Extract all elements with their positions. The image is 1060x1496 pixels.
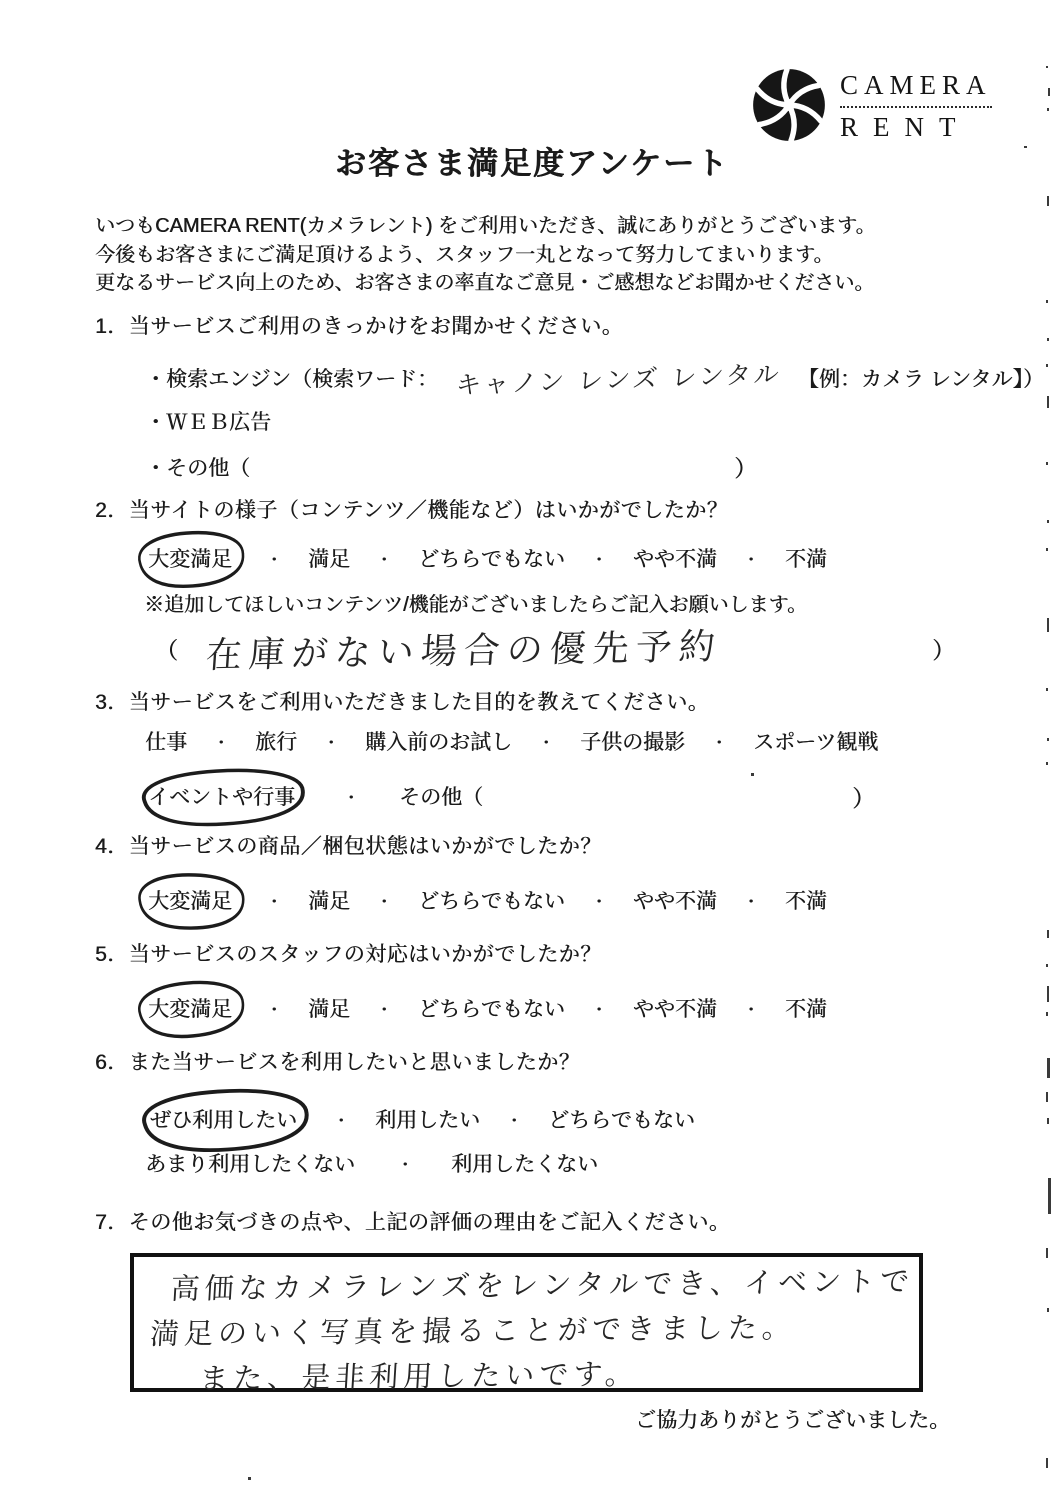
q2-heading: 2．当サイトの様子（コンテンツ／機能など）はいかがでしたか？ (95, 499, 729, 522)
q4-option-very-satisfied-selected (140, 876, 240, 924)
q1-search-keyword-handwritten: キャノン レンズ レンタル (454, 359, 783, 400)
q7-comment-handwritten (146, 1259, 915, 1402)
intro-paragraph (95, 212, 875, 298)
q6-heading: 6．また当サービスを利用したいと思いましたか？ (95, 1051, 581, 1074)
scan-artifact (1046, 1248, 1048, 1258)
scan-artifact (1046, 364, 1048, 367)
q3-option-label: 購入前のお試し (365, 731, 513, 754)
dot-separator: ・ (742, 893, 759, 911)
dot-separator: ・ (590, 551, 607, 569)
q1-option-web-ad (145, 406, 271, 436)
q3-option-event-selected (140, 772, 303, 820)
bullet: ・ (145, 456, 166, 480)
dot-separator: ・ (343, 789, 360, 807)
handdrawn-circle-mark (129, 976, 250, 1043)
q1-web-ad-label: ＷＥＢ広告 (166, 411, 271, 434)
q3-other-close-paren: ） (852, 784, 875, 811)
q2-option-label: やや不満 (632, 548, 717, 571)
scan-artifact (1047, 1308, 1049, 1312)
q4-options-row (140, 876, 827, 924)
scan-artifact (1046, 688, 1048, 691)
q5-option-very-satisfied-selected (140, 984, 240, 1032)
dot-separator: ・ (742, 1001, 759, 1019)
scan-artifact (1046, 66, 1048, 68)
q7-comment-line-2: 満足のいく写真を撮ることができました。 (149, 1310, 798, 1351)
dot-separator: ・ (590, 893, 607, 911)
q7-comment-line-1: 高価なカメラレンズをレンタルでき、イベントで (169, 1263, 916, 1306)
q6-option-label: あまり利用したくない (145, 1153, 355, 1176)
scan-artifact (1046, 462, 1048, 465)
q1-option-other (145, 450, 757, 483)
q5-option-label: やや不満 (632, 998, 717, 1021)
handdrawn-circle-mark (130, 869, 250, 934)
q5-option-label: 満足 (308, 998, 351, 1021)
q2-option-label: どちらでもない (418, 548, 565, 571)
q1-other-close-paren: ） (734, 455, 757, 481)
dot-separator: ・ (266, 1001, 283, 1019)
q2-option-label: 不満 (784, 548, 827, 571)
q3-other-label: その他（ (399, 786, 484, 809)
q2-open-paren: （ (155, 636, 178, 663)
dot-separator: ・ (376, 893, 393, 911)
q1-other-label: その他（ (166, 456, 250, 480)
q7-heading: 7．その他お気づきの点や、上記の評価の理由をご記入ください。 (95, 1211, 731, 1234)
scan-artifact (1046, 964, 1048, 967)
scan-artifact (1047, 930, 1049, 938)
q6-options-row-1 (140, 1092, 695, 1146)
q3-options-row-1 (145, 726, 878, 756)
dot-separator: ・ (397, 1156, 414, 1174)
q2-option-very-satisfied-selected (140, 534, 240, 582)
q4-option-label: 不満 (784, 890, 827, 913)
q6-options-row-2 (145, 1148, 598, 1178)
closing-thanks: ご協力ありがとうございました。 (635, 1409, 950, 1432)
q7-comment-line-3: また、是非利用したいです。 (198, 1356, 641, 1396)
scan-artifact (1047, 108, 1049, 111)
q3-option-label: スポーツ観戦 (753, 731, 879, 754)
dot-separator: ・ (742, 551, 759, 569)
dot-separator: ・ (323, 734, 340, 752)
q3-option-label: 子供の撮影 (580, 731, 686, 754)
q2-option-label: 大変満足 (148, 548, 232, 571)
scan-artifact (1047, 986, 1049, 1002)
dot-separator: ・ (213, 734, 230, 752)
scan-artifact (1046, 1092, 1048, 1102)
dot-separator: ・ (376, 551, 393, 569)
scan-artifact (1046, 300, 1048, 303)
brand-logo (750, 66, 992, 149)
dot-separator: ・ (711, 734, 728, 752)
q3-option-label: 仕事 (145, 731, 187, 754)
q4-heading: 4．当サービスの商品／梱包状態はいかがでしたか？ (95, 835, 602, 858)
scan-artifact (1046, 548, 1048, 551)
q5-heading: 5．当サービスのスタッフの対応はいかがでしたか？ (95, 943, 602, 966)
dot-separator: ・ (333, 1112, 350, 1130)
q1-search-example: 【例：カメラ レンタル】） (797, 368, 1044, 391)
dot-separator: ・ (538, 734, 555, 752)
scan-artifact (248, 1477, 251, 1480)
scan-artifact (1047, 738, 1049, 741)
scan-artifact (1048, 1178, 1051, 1214)
q2-options-row (140, 534, 827, 582)
handdrawn-circle-mark (130, 1084, 317, 1157)
scan-artifact (1047, 618, 1049, 632)
q4-option-label: やや不満 (632, 890, 717, 913)
q4-option-label: どちらでもない (418, 890, 565, 913)
q5-option-label: どちらでもない (418, 998, 565, 1021)
scan-artifact (1047, 1118, 1049, 1124)
intro-line-1: いつもCAMERA RENT(カメラレント) をご利用いただき、誠にありがとうございます。 (95, 215, 876, 237)
handdrawn-circle-mark (130, 764, 313, 831)
bullet: ・ (145, 368, 166, 391)
scan-artifact (1047, 396, 1049, 408)
handdrawn-circle-mark (130, 527, 250, 592)
brand-name-top: CAMERA (840, 70, 992, 108)
q5-option-label: 不満 (784, 998, 827, 1021)
q6-option-definitely-use-selected (140, 1092, 307, 1146)
q2-fillin-handwritten: 在庫がない場合の優先予約 (204, 625, 724, 677)
page-title: お客さま満足度アンケート (335, 146, 730, 181)
scan-artifact (1047, 520, 1049, 523)
dot-separator: ・ (590, 1001, 607, 1019)
q5-options-row (140, 984, 827, 1032)
camera-shutter-icon (750, 66, 828, 149)
q4-option-label: 大変満足 (148, 890, 232, 913)
q2-fillin-row (155, 622, 955, 677)
brand-name (840, 66, 992, 143)
q5-option-label: 大変満足 (148, 998, 232, 1021)
q1-option-search-engine (145, 352, 1044, 404)
brand-name-bottom: RENT (840, 112, 971, 142)
q3-option-label: 旅行 (255, 731, 298, 754)
scan-artifact (1048, 88, 1050, 96)
intro-line-3: 更なるサービス向上のため、お客さまの率直なご意見・ご感想などお聞かせください。 (95, 272, 875, 294)
scan-artifact (1047, 338, 1049, 341)
scan-artifact (1047, 1058, 1050, 1078)
q7-comment-box (130, 1253, 923, 1396)
scan-artifact (1046, 762, 1048, 765)
scan-artifact (1047, 196, 1049, 206)
q2-option-label: 満足 (308, 548, 351, 571)
q6-option-label: どちらでもない (548, 1109, 695, 1132)
scan-artifact (1046, 1012, 1048, 1016)
q2-close-paren: ） (932, 636, 955, 663)
q6-option-label: ぜひ利用したい (150, 1109, 297, 1132)
q3-heading: 3．当サービスをご利用いただきました目的を教えてください。 (95, 691, 710, 714)
q3-option-label: イベントや行事 (148, 786, 295, 809)
intro-line-2: 今後もお客さまにご満足頂けるよう、スタッフ一丸となって努力してまいります。 (95, 243, 834, 266)
q6-option-label: 利用したい (375, 1109, 481, 1132)
bullet: ・ (145, 411, 166, 434)
dot-separator: ・ (506, 1112, 523, 1130)
dot-separator: ・ (376, 1001, 393, 1019)
scan-artifact (1046, 1458, 1048, 1468)
scan-artifact (751, 773, 754, 776)
dot-separator: ・ (266, 551, 283, 569)
scan-artifact (1024, 146, 1027, 148)
q2-note: ※追加してほしいコンテンツ/機能がございましたらご記入お願いします。 (144, 594, 807, 616)
q6-option-label: 利用したくない (451, 1153, 599, 1176)
q4-option-label: 満足 (308, 890, 351, 913)
q1-search-engine-label: 検索エンジン（検索ワード： (166, 368, 438, 391)
dot-separator: ・ (266, 893, 283, 911)
q1-heading: 1．当サービスご利用のきっかけをお聞かせください。 (95, 315, 624, 338)
q3-options-row-2 (140, 772, 875, 820)
